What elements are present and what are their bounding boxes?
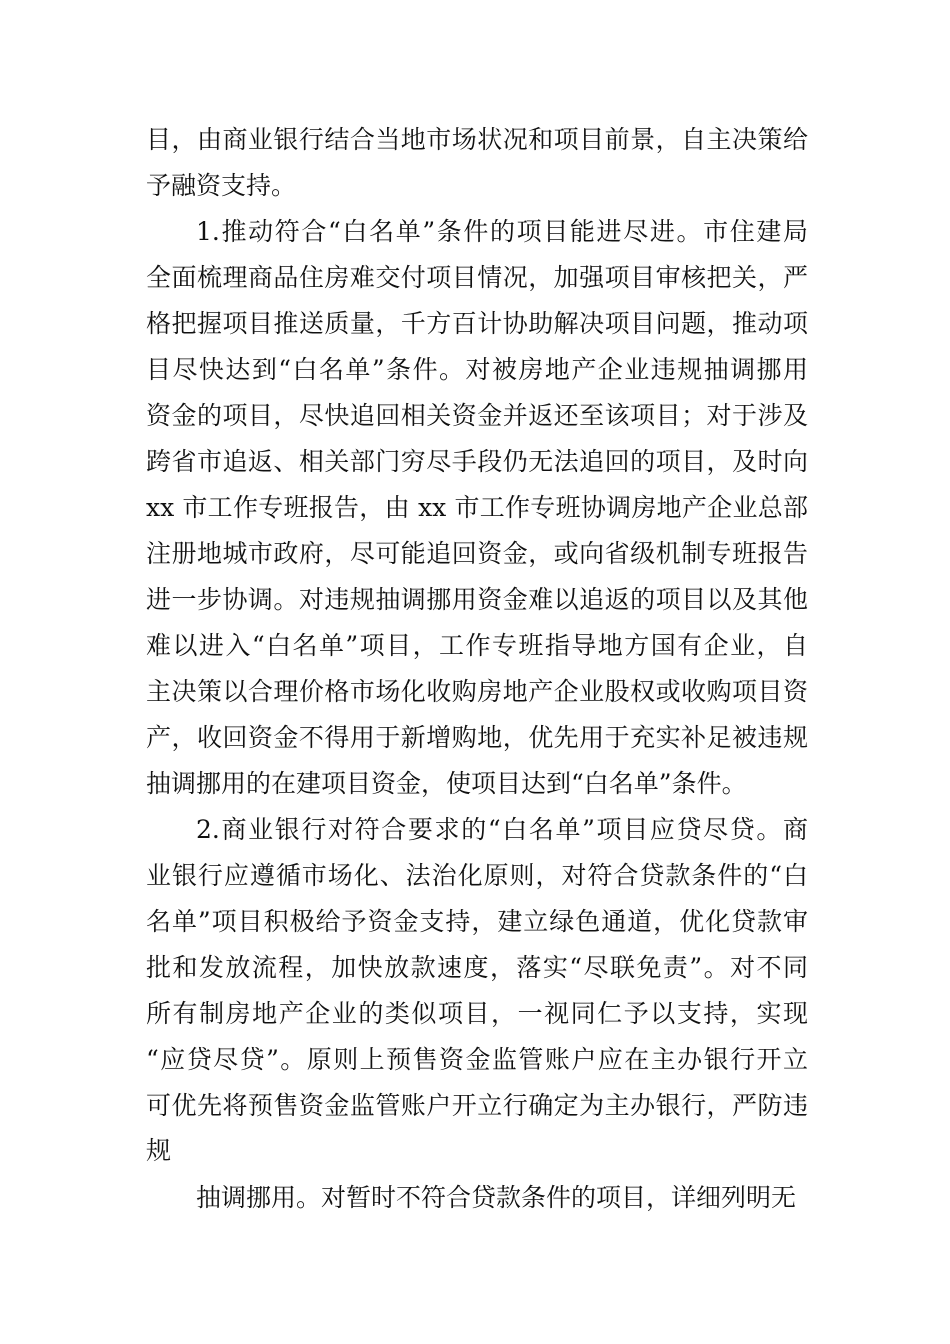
text-line: 主决策以合理价格市场化收购房地产企业股权或收购项目资: [146, 677, 808, 706]
text-line: 名单”项目积极给予资金支持，建立绿色通道，优化贷款审: [146, 907, 808, 936]
text-line: 进一步协调。对违规抽调挪用资金难以追返的项目以及其他: [146, 585, 808, 614]
text-line: 跨省市追返、相关部门穷尽手段仍无法追回的项目，及时向: [146, 447, 808, 476]
text-line: 产，收回资金不得用于新增购地，优先用于充实补足被违规: [146, 723, 808, 752]
text-line: 规: [146, 1136, 172, 1165]
text-line: 目尽快达到“白名单”条件。对被房地产企业违规抽调挪用: [146, 355, 808, 384]
text-line: 可优先将预售资金监管账户开立行确定为主办银行，严防违: [146, 1091, 808, 1120]
text-line: 抽调挪用。对暂时不符合贷款条件的项目，详细列明无: [196, 1183, 797, 1212]
text-line: xx 市工作专班报告，由 xx 市工作专班协调房地产企业总部: [146, 493, 808, 522]
text-line: 批和发放流程，加快放款速度，落实“尽联免责”。对不同: [146, 953, 808, 982]
text-line: 目，由商业银行结合当地市场状况和项目前景，自主决策给: [146, 125, 808, 154]
paragraph-2-heading: 2.商业银行对符合要求的“白名单”项目应贷尽贷。商: [196, 815, 808, 844]
text-line: 所有制房地产企业的类似项目，一视同仁予以支持，实现: [146, 999, 808, 1028]
text-line: 资金的项目，尽快追回相关资金并返还至该项目；对于涉及: [146, 401, 808, 430]
text-line: “应贷尽贷”。原则上预售资金监管账户应在主办银行开立: [146, 1045, 808, 1074]
text-line: 抽调挪用的在建项目资金，使项目达到“白名单”条件。: [146, 769, 747, 798]
text-line: 予融资支持。: [146, 171, 297, 200]
text-line: 业银行应遵循市场化、法治化原则，对符合贷款条件的“白: [146, 861, 808, 890]
text-line: 难以进入“白名单”项目，工作专班指导地方国有企业，自: [146, 631, 808, 660]
text-line: 注册地城市政府，尽可能追回资金，或向省级机制专班报告: [146, 539, 808, 568]
text-line: 格把握项目推送质量，千方百计协助解决项目问题，推动项: [146, 309, 808, 338]
paragraph-1-heading: 1.推动符合“白名单”条件的项目能进尽进。市住建局: [196, 217, 808, 246]
text-line: 全面梳理商品住房难交付项目情况，加强项目审核把关，严: [146, 263, 808, 292]
